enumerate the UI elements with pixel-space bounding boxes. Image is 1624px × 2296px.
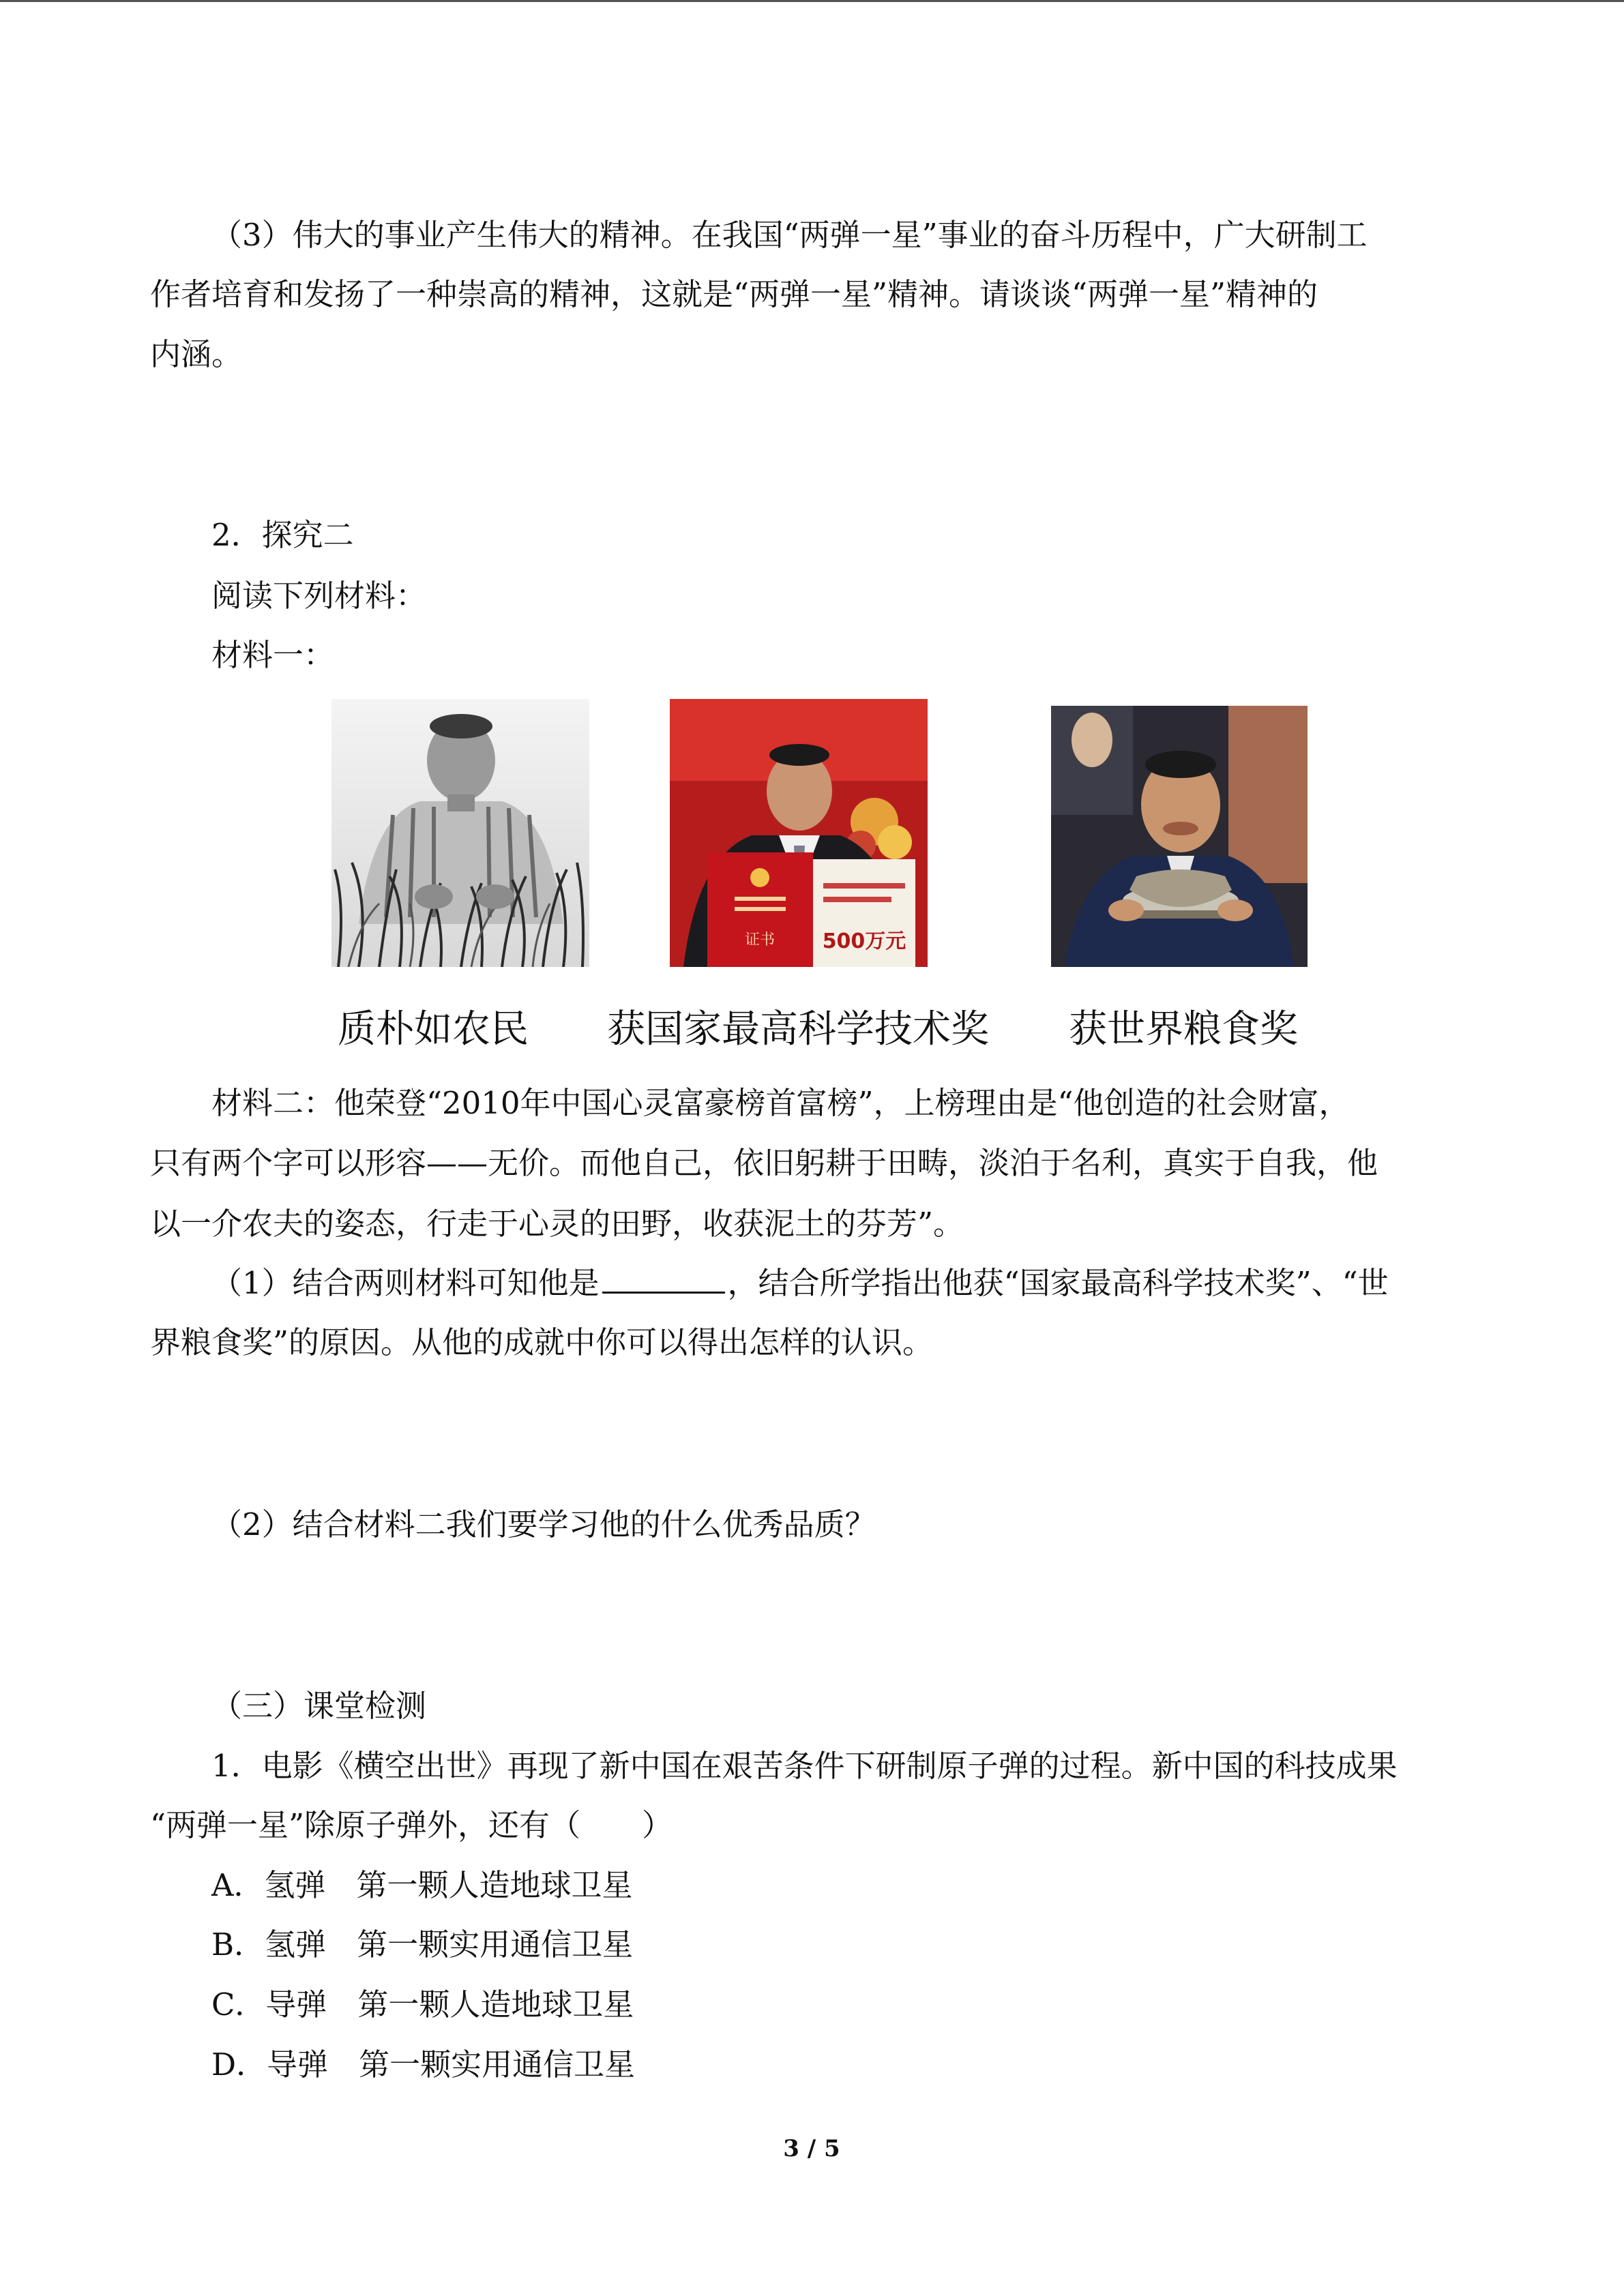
section-3-heading: （三）课堂检测 (211, 1688, 427, 1724)
page-number: 3 / 5 (783, 2135, 840, 2162)
q3-line-3: 内涵。 (150, 336, 243, 372)
caption-1: 质朴如农民 (338, 1007, 529, 1052)
material-2-line-2: 只有两个字可以形容——无价。而他自己，依旧躬耕于田畴，淡泊于名利，真实于自我，他 (150, 1145, 1378, 1181)
answer-blank[interactable] (602, 1262, 725, 1294)
caption-3: 获世界粮食奖 (1069, 1007, 1298, 1052)
photo-farmer-in-field (331, 699, 589, 967)
sub-question-1-line-2: 界粮食奖”的原因。从他的成就中你可以得出怎样的认识。 (150, 1324, 934, 1360)
sub-question-1-part-b: ，结合所学指出他获“国家最高科学技术奖”、“世 (727, 1265, 1389, 1301)
option-c[interactable]: C．导弹 第一颗人造地球卫星 (211, 1986, 634, 2023)
material-1-label: 材料一： (211, 637, 335, 673)
sub-question-2: （2）结合材料二我们要学习他的什么优秀品质？ (211, 1506, 876, 1542)
top-border (0, 0, 1624, 2)
option-b[interactable]: B．氢弹 第一颗实用通信卫星 (211, 1926, 634, 1963)
question-1-line-1: 1．电影《横空出世》再现了新中国在艰苦条件下研制原子弹的过程。新中国的科技成果 (211, 1748, 1398, 1784)
question-1-line-2: “两弹一星”除原子弹外，还有（ ） (150, 1807, 673, 1843)
material-2-line-1: 材料二：他荣登“2010年中国心灵富豪榜首富榜”，上榜理由是“他创造的社会财富， (211, 1085, 1350, 1121)
photo-award-certificate (670, 699, 928, 967)
sub-question-1-part-a: （1）结合两则材料可知他是 (211, 1265, 600, 1301)
certificate-text-1: 证书 (744, 931, 776, 949)
section-2-intro: 阅读下列材料： (211, 578, 427, 614)
sub-question-1-line-1 (211, 1262, 1483, 1305)
certificate-text-2: 500万元 (822, 929, 906, 953)
q3-line-2: 作者培育和发扬了一种崇高的精神，这就是“两弹一星”精神。请谈谈“两弹一星”精神的 (150, 276, 1318, 312)
section-2-heading: 2．探究二 (211, 517, 354, 553)
option-d[interactable]: D．导弹 第一颗实用通信卫星 (211, 2046, 636, 2083)
caption-2: 获国家最高科学技术奖 (607, 1007, 989, 1052)
photo-world-food-prize (1051, 706, 1308, 967)
material-2-line-3: 以一介农夫的姿态，行走于心灵的田野，收获泥土的芬芳”。 (150, 1206, 964, 1242)
q3-line-1: （3）伟大的事业产生伟大的精神。在我国“两弹一星”事业的奋斗历程中，广大研制工 (211, 217, 1368, 253)
option-a[interactable]: A．氢弹 第一颗人造地球卫星 (211, 1867, 633, 1903)
